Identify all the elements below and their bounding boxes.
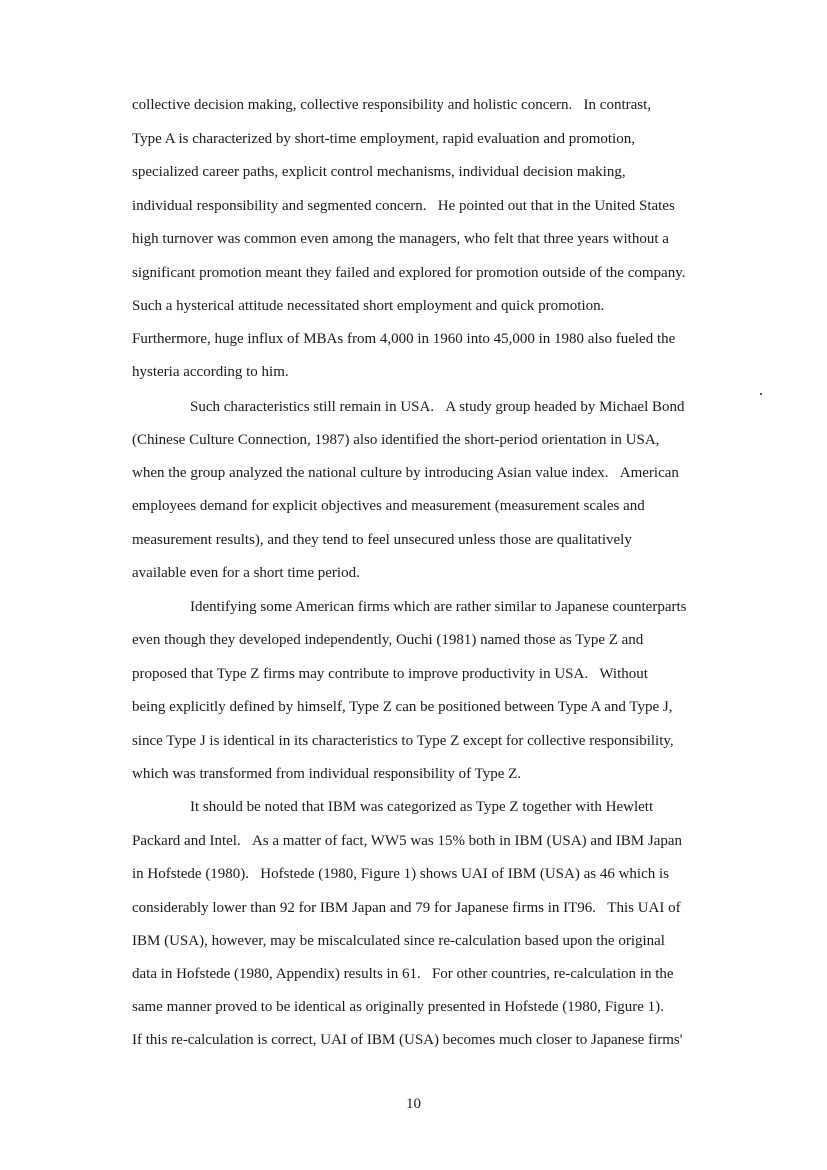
text-line: collective decision making, collective responsibility and holistic concern. In contrast, [132,97,652,113]
text-line: Such characteristics still remain in USA. A study group headed by Michael Bond [190,399,685,415]
text-line: being explicitly defined by himself, Type Z can be positioned between Type A and Type J, [132,699,673,715]
text-line: individual responsibility and segmented concern. He pointed out that in the United States [132,198,675,214]
text-line: when the group analyzed the national culture by introducing Asian value index. American [132,465,679,481]
text-line: Identifying some American firms which are rather similar to Japanese counterparts [190,599,687,615]
text-line: data in Hofstede (1980, Appendix) results in 61. For other countries, re-calculation in the [132,966,674,982]
text-line: Such a hysterical attitude necessitated short employment and quick promotion. [132,298,605,314]
text-line: in Hofstede (1980). Hofstede (1980, Figure 1) shows UAI of IBM (USA) as 46 which is [132,866,670,882]
text-line: Furthermore, huge influx of MBAs from 4,000 in 1960 into 45,000 in 1980 also fueled the [132,331,676,347]
page-number: 10 [406,1096,421,1112]
text-line: same manner proved to be identical as originally presented in Hofstede (1980, Figure 1). [132,999,664,1015]
text-line: considerably lower than 92 for IBM Japan and 79 for Japanese firms in IT96. This UAI of [132,900,681,916]
text-line: Type A is characterized by short-time employment, rapid evaluation and promotion, [132,131,635,147]
text-line: (Chinese Culture Connection, 1987) also identified the short-period orientation in USA, [132,432,660,448]
text-line: significant promotion meant they failed and explored for promotion outside of the company. [132,265,686,281]
text-line: measurement results), and they tend to feel unsecured unless those are qualitatively [132,532,632,548]
text-line: Packard and Intel. As a matter of fact, WW5 was 15% both in IBM (USA) and IBM Japan [132,833,683,849]
text-line: available even for a short time period. [132,565,360,581]
text-line: employees demand for explicit objectives and measurement (measurement scales and [132,498,645,514]
text-line: hysteria according to him. [132,364,289,380]
text-line: even though they developed independently, Ouchi (1981) named those as Type Z and [132,632,644,648]
text-line: since Type J is identical in its characteristics to Type Z except for collective responsibility, [132,733,674,749]
text-line: which was transformed from individual responsibility of Type Z. [132,766,522,782]
text-line: proposed that Type Z firms may contribute to improve productivity in USA. Without [132,666,648,682]
text-line: IBM (USA), however, may be miscalculated since re-calculation based upon the original [132,933,665,949]
text-line: If this re-calculation is correct, UAI of IBM (USA) becomes much closer to Japanese firms' [132,1032,683,1048]
text-line: It should be noted that IBM was categorized as Type Z together with Hewlett [190,799,654,815]
text-line: specialized career paths, explicit control mechanisms, individual decision making, [132,164,626,180]
text-line: high turnover was common even among the managers, who felt that three years without a [132,231,669,247]
scan-speck [760,393,762,395]
